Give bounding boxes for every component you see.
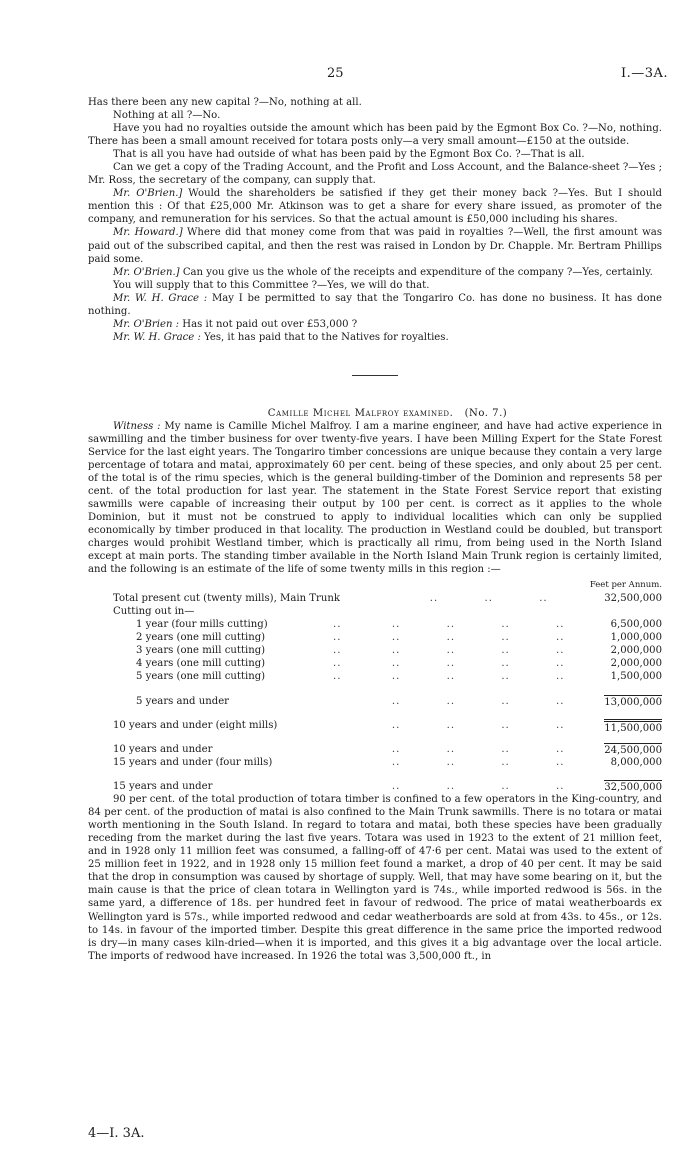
leader-dots: .. .. .. .. xyxy=(333,781,565,793)
leader-dots: .. .. .. .. xyxy=(333,719,565,731)
qa-paragraph: Mr. W. H. Grace : May I be permitted to say that the Tongariro Co. has done no business. It has done nothing. xyxy=(88,292,662,317)
row-value: 13,000,000 xyxy=(604,696,662,708)
page-header xyxy=(0,66,700,86)
table-row xyxy=(88,644,662,657)
document-reference: I.—3A. xyxy=(620,66,668,81)
table-row xyxy=(88,605,662,618)
speaker-name: Mr. O'Brien.] xyxy=(113,266,180,278)
row-label: 10 years and under (eight mills) xyxy=(113,719,278,731)
table-subtotal-row xyxy=(88,695,662,708)
speaker-name: Mr. Howard.] xyxy=(113,227,183,239)
row-value: 8,000,000 xyxy=(610,757,662,769)
table-row xyxy=(88,631,662,644)
row-value: 32,500,000 xyxy=(604,592,662,604)
qa-paragraph: Nothing at all ?—No. xyxy=(113,110,221,122)
witness-statement: Witness : My name is Camille Michel Malfroy. I am a marine engineer, and have had active experience in sawmilling and the timber business for over twenty-five years. I have been Milling Expert for the State Forest Service for the last eight years. The Tongariro timber concessions are unique because they contain a very large percentage of totara and matai, approximately 60 per cent. being of these species, and only about 25 per cent. of the total is of the rimu species, which is the general building-timber of the Dominion and represents 58 per cent. of the total production for last year. The statement in the State Forest Service report that existing sawmills were capable of increasing their output by 100 per cent. is correct as it applies to the whole Dominion, but it must not be construed to apply to individual localities which can only be supplied economically by timber produced in that locality. The production in Westland could be doubled, but transport charges would prohibit Westland timber, which is practically all rimu, from being used in the North Island except at main ports. The standing timber available in the North Island Main Trunk region is certainly limited, and the following is an estimate of the life of some twenty mills in this region :— xyxy=(88,420,662,576)
row-label: 1 year (four mills cutting) xyxy=(136,618,268,630)
witness-label: Witness : xyxy=(113,420,161,432)
row-label: 5 years and under xyxy=(136,695,229,707)
qa-paragraph: You will supply that to this Committee ?—Yes, we will do that. xyxy=(113,279,430,291)
section-divider xyxy=(352,375,398,376)
page-body xyxy=(88,96,662,963)
witness-heading: Camille Michel Malfroy examined. (No. 7.) xyxy=(267,407,508,419)
row-label: 10 years and under xyxy=(113,743,213,755)
qa-paragraph: That is all you have had outside of what has been paid by the Egmont Box Co. ?—That is all. xyxy=(113,149,585,161)
row-value: 6,500,000 xyxy=(610,618,662,630)
row-value: 2,000,000 xyxy=(610,657,662,669)
qa-paragraph: Mr. W. H. Grace : Yes, it has paid that to the Natives for royalties. xyxy=(113,331,449,343)
row-value: 2,000,000 xyxy=(610,644,662,656)
row-value: 32,500,000 xyxy=(604,782,662,794)
mills-table xyxy=(88,579,662,794)
table-row xyxy=(88,618,662,631)
qa-paragraph: Mr. Howard.] Where did that money come from that was paid in royalties ?—Well, the first amount was paid out of the subscribed capital, and then the rest was raised in London by Dr. Chapple. Mr. Bertram Phillips paid some. xyxy=(88,227,662,265)
row-label: 3 years (one mill cutting) xyxy=(136,644,266,656)
qa-paragraph: Mr. O'Brien.] Would the shareholders be satisfied if they get their money back ?—Yes. But I should mention this : Of that £25,000 Mr. Atkinson was to get a share for every share issued, as promoter of the company, and remuneration for his services. So that the actual amount is £50,000 including his shares. xyxy=(88,188,663,226)
leader-dots: .. .. .. .. xyxy=(333,757,565,769)
leader-dots: .. .. .. .. .. xyxy=(333,644,565,656)
row-label: 15 years and under xyxy=(113,781,213,793)
closing-paragraph: 90 per cent. of the total production of totara timber is confined to a few operators in the King-country, and 84 per cent. of the production of matai is also confined to the Main Trunk sawmills. There is no totara or matai worth mentioning in the South Island. In regard to totara and matai, both these species have been gradually receding from the market during the last five years. Totara was used in 1923 to the extent of 21 million feet, and in 1928 only 11 million feet was consumed, a falling-off of 47·6 per cent. Matai was used to the extent of 25 million feet in 1922, and in 1928 only 15 million feet found a market, a drop of 40 per cent. It may be said that the drop in consumption was caused by shortage of supply. Well, that may have some bearing on it, but the main cause is that the price of clean totara in Wellington yard is 74s., while imported redwood is 56s. in the same yard, a difference of 18s. per hundred feet in favour of redwood. The price of matai weatherboards ex Wellington yard is 57s., while imported redwood and cedar weatherboards are sold at from 43s. to 45s., or 12s. to 14s. in favour of the imported timber. Despite this great difference in the same price the imported redwood is dry—in many cases kiln-dried—when it is imported, and this gives it a big advantage over the local article. The imports of redwood have increased. In 1926 the total was 3,500,000 ft., in xyxy=(88,794,662,962)
row-value: 1,000,000 xyxy=(610,631,662,643)
row-label: 2 years (one mill cutting) xyxy=(136,631,266,643)
leader-dots: .. .. .. .. .. xyxy=(333,618,565,630)
row-label: 15 years and under (four mills) xyxy=(113,757,273,769)
row-value: 24,500,000 xyxy=(604,744,662,756)
qa-paragraph: Mr. O'Brien : Has it not paid out over £53,000 ? xyxy=(113,318,358,330)
leader-dots: .. .. .. .. xyxy=(333,695,565,707)
leader-dots: .. .. .. .. .. xyxy=(333,631,565,643)
page-number: 25 xyxy=(327,66,344,81)
qa-paragraph: Have you had no royalties outside the amount which has been paid by the Egmont Box Co. ?—No, nothing. There has been a small amount received for totara posts only—a very small amount—£150 at the outside. xyxy=(88,123,662,148)
qa-paragraph: Mr. O'Brien.] Can you give us the whole of the receipts and expenditure of the company ?—Yes, certainly. xyxy=(113,266,653,278)
leader-dots: .. .. .. .. .. xyxy=(333,670,565,682)
row-label: 4 years (one mill cutting) xyxy=(136,657,266,669)
leader-dots: .. .. .. xyxy=(333,592,548,604)
speaker-name: Mr. W. H. Grace : xyxy=(113,331,201,343)
table-unit-header-row xyxy=(88,579,662,592)
row-label: Cutting out in— xyxy=(113,605,195,617)
speaker-name: Mr. O'Brien.] xyxy=(113,188,183,200)
leader-dots: .. .. .. .. .. xyxy=(333,657,565,669)
qa-paragraph: Has there been any new capital ?—No, nothing at all. xyxy=(88,97,362,108)
row-value: 11,500,000 xyxy=(552,719,662,735)
table-total-row xyxy=(88,780,662,793)
row-label: 5 years (one mill cutting) xyxy=(136,670,266,682)
qa-paragraph: Can we get a copy of the Trading Account, and the Profit and Loss Account, and the Balance-sheet ?—Yes ; Mr. Ross, the secretary of the company, can supply that. xyxy=(88,162,662,187)
table-subtotal-row xyxy=(88,743,662,756)
row-value: 1,500,000 xyxy=(610,670,662,682)
table-subtotal-row xyxy=(88,719,662,732)
page-footer: 4—I. 3A. xyxy=(88,1126,145,1141)
speaker-name: Mr. O'Brien : xyxy=(113,318,180,330)
row-label: Total present cut (twenty mills), Main Trunk xyxy=(113,592,340,604)
table-row xyxy=(88,657,662,670)
unit-header: Feet per Annum. xyxy=(589,579,662,590)
table-row xyxy=(88,670,662,683)
table-row xyxy=(88,592,662,605)
speaker-name: Mr. W. H. Grace : xyxy=(113,292,208,304)
table-row xyxy=(88,756,662,769)
leader-dots: .. .. .. .. xyxy=(333,743,565,755)
